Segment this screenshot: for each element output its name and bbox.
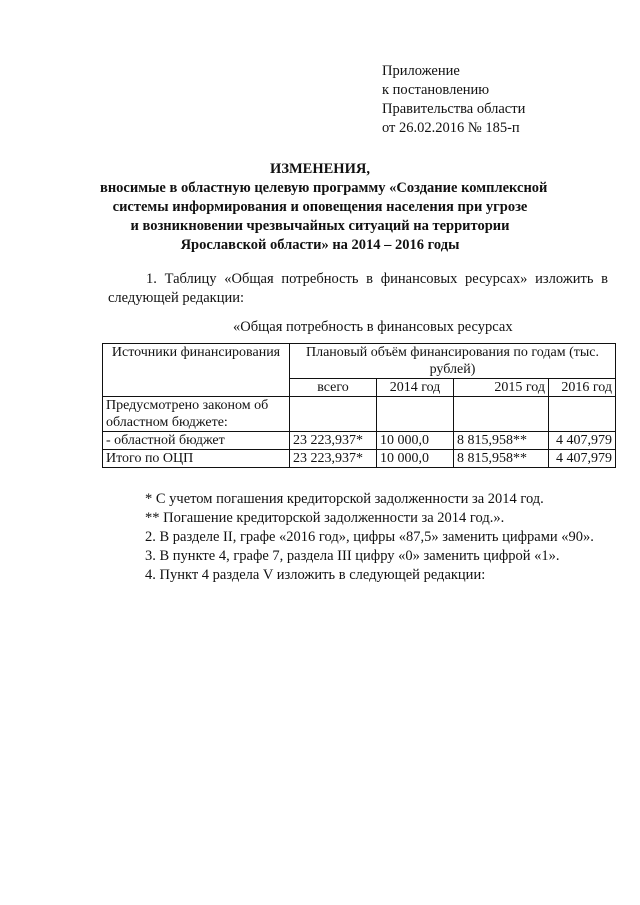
header-total: всего [290,379,377,397]
title-line: Ярославской области» на 2014 – 2016 годы [180,237,460,253]
row-label: Итого по ОЦП [103,450,290,468]
cell-2014: 10 000,0 [377,432,454,450]
appendix-line: Правительства области [382,101,526,117]
amendment-item: 4. Пункт 4 раздела V изложить в следующей редакции: [145,567,486,583]
header-sources: Источники финансирования [103,344,290,397]
cell-2016: 4 407,979 [549,432,616,450]
cell-2015: 8 815,958** [454,432,549,450]
amendment-item: 3. В пункте 4, графе 7, раздела III цифру «0» заменить цифрой «1». [145,548,560,564]
row-label: Предусмотрено законом об областном бюджете: [103,397,290,432]
table-row [103,397,616,432]
appendix-line: Приложение [382,63,460,79]
table-row [103,450,616,468]
header-2015: 2015 год [454,379,549,397]
title-line: и возникновении чрезвычайных ситуаций на территории [130,218,510,234]
footnote: * С учетом погашения кредиторской задолженности за 2014 год. [145,491,544,507]
table-caption: «Общая потребность в финансовых ресурсах [233,319,513,335]
table-header-row [103,344,616,379]
title-line: вносимые в областную целевую программу «Создание комплексной [100,180,548,196]
table-row [103,432,616,450]
cell-empty [377,397,454,432]
cell-2015: 8 815,958** [454,450,549,468]
footnote: ** Погашение кредиторской задолженности за 2014 год.». [145,510,505,526]
cell-2014: 10 000,0 [377,450,454,468]
cell-empty [454,397,549,432]
cell-empty [290,397,377,432]
cell-total: 23 223,937* [290,450,377,468]
appendix-block [382,62,525,138]
cell-total: 23 223,937* [290,432,377,450]
header-2016: 2016 год [549,379,616,397]
financing-table [102,343,616,468]
title-line: системы информирования и оповещения населения при угрозе [112,199,528,215]
appendix-line: к постановлению [382,82,490,98]
header-2014: 2014 год [377,379,454,397]
cell-2016: 4 407,979 [549,450,616,468]
paragraph-1: 1. Таблицу «Общая потребность в финансовых ресурсах» изложить в следующей редакции: [108,271,608,306]
row-label: - областной бюджет [103,432,290,450]
notes-block [145,490,594,585]
title-heading: ИЗМЕНЕНИЯ, [270,161,370,177]
header-planned: Плановый объём финансирования по годам (тыс. рублей) [290,344,616,379]
amendment-item: 2. В разделе II, графе «2016 год», цифры «87,5» заменить цифрами «90». [145,529,594,545]
appendix-date-line: от 26.02.2016 № 185-п [382,120,520,136]
cell-empty [549,397,616,432]
document-title [100,160,548,255]
